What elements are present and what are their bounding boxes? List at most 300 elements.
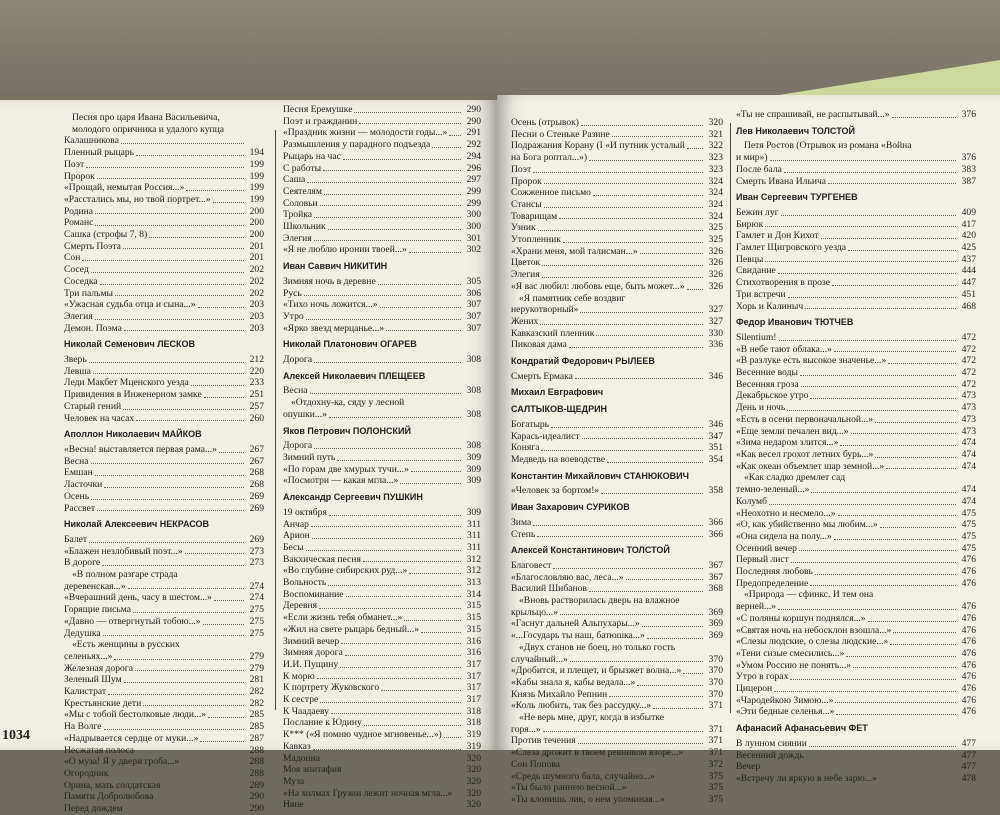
toc-entry	[283, 764, 481, 776]
toc-entry	[64, 444, 264, 456]
toc-entry	[736, 242, 976, 254]
dot-leader	[578, 743, 703, 744]
toc-entry-title: «Посмотри — какая мгла...»	[283, 475, 399, 487]
toc-entry-page: 309	[466, 506, 481, 518]
toc-entry	[736, 706, 976, 718]
dot-leader	[653, 708, 703, 709]
toc-entry	[64, 674, 264, 686]
dot-leader	[133, 612, 244, 613]
toc-entry-title: «Ужасная судьба отца и сына...»	[64, 299, 196, 311]
dot-leader	[779, 340, 956, 341]
dot-leader	[685, 755, 703, 756]
toc-entry	[64, 780, 264, 792]
toc-entry-page: 478	[961, 772, 976, 784]
toc-entry-title: Смерть Ермака	[511, 370, 573, 382]
dot-leader	[541, 450, 703, 451]
dot-leader	[589, 591, 703, 592]
toc-entry-title: Бирюк	[736, 218, 764, 230]
dot-leader	[667, 802, 703, 803]
toc-entry-page: 320	[466, 764, 481, 776]
toc-entry-title: Рассвет	[64, 502, 96, 514]
toc-entry-page: 370	[708, 665, 723, 677]
toc-entry-page: 279	[249, 662, 264, 674]
toc-entry-page: 318	[466, 705, 481, 717]
dot-leader	[91, 463, 244, 464]
dot-leader	[314, 217, 461, 218]
toc-entry-title: Карась-идеалист	[511, 430, 580, 442]
toc-entry	[283, 354, 481, 366]
toc-entry-title: Сашка (строфы 7, 8)	[64, 229, 148, 241]
dot-leader	[640, 253, 703, 254]
toc-entry	[511, 164, 723, 176]
dot-leader	[879, 781, 956, 782]
toc-entry	[736, 566, 976, 578]
toc-entry-title: На Волге	[64, 721, 102, 733]
toc-entry	[511, 304, 723, 316]
toc-entry	[283, 221, 481, 233]
dot-leader	[542, 277, 703, 278]
toc-entry-title: Сожженное письмо	[511, 187, 591, 199]
toc-column-1	[64, 112, 264, 815]
toc-entry-title: Дедушка	[64, 627, 101, 639]
toc-entry-title: «Как весел грохот летних бурь...»	[736, 448, 874, 460]
toc-entry-title: Подражания Корану (Ӏ «И путник усталый	[511, 140, 685, 152]
dot-leader	[93, 373, 244, 374]
toc-entry-title: Вакхическая песня	[283, 553, 361, 565]
toc-entry-title: «Вчерашний день, часу в шестом...»	[64, 592, 212, 604]
dot-leader	[136, 420, 244, 421]
toc-entry	[511, 735, 723, 747]
toc-entry-title: на Бога роптал...»)	[511, 152, 588, 164]
dot-leader	[809, 746, 956, 747]
toc-entry	[64, 147, 264, 159]
toc-entry-page: 269	[249, 490, 264, 502]
dot-leader	[198, 307, 245, 308]
toc-entry	[511, 176, 723, 188]
toc-entry-title: Тройка	[283, 209, 312, 221]
dot-leader	[805, 308, 956, 309]
toc-entry-title: Привидения в Инженерном замке	[64, 389, 202, 401]
toc-entry	[511, 454, 723, 466]
toc-entry	[736, 426, 976, 438]
toc-entry-title: Вечер	[736, 761, 761, 773]
toc-entry-page: 308	[466, 385, 481, 397]
toc-entry-title: «Я не люблю иронии твоей...»	[283, 244, 407, 256]
toc-entry-title: темно-зеленый...»	[736, 484, 810, 496]
dot-leader	[562, 767, 703, 768]
toc-entry-title: «Средь шумного бала, случайно...»	[511, 770, 655, 782]
toc-entry-page: 371	[708, 723, 723, 735]
dot-leader	[875, 457, 956, 458]
dot-leader	[543, 731, 703, 732]
dot-leader	[815, 574, 956, 575]
dot-leader	[123, 248, 244, 249]
toc-entry-line: «Отдохну-ка, сяду у лесной	[291, 397, 405, 409]
toc-entry	[64, 159, 264, 171]
toc-entry-title: «О, как убийственно мы любим...»	[736, 519, 878, 531]
toc-entry-page: 288	[249, 756, 264, 768]
toc-entry	[511, 140, 723, 152]
toc-entry-page: 300	[466, 221, 481, 233]
author-heading: Николай Семенович ЛЕСКОВ	[64, 339, 196, 350]
toc-entry-title: «На холмах Грузии лежит ночная мгла...»	[283, 787, 453, 799]
toc-entry-title: «В небе тают облака...»	[736, 343, 832, 355]
toc-entry-page: 301	[466, 232, 481, 244]
toc-entry	[283, 452, 481, 464]
toc-entry-title: «С поляны коршун поднялся...»	[736, 612, 866, 624]
toc-entry-page: 267	[249, 443, 264, 455]
dot-leader	[86, 167, 244, 168]
toc-entry-page: 417	[961, 218, 976, 230]
dot-leader	[553, 568, 703, 569]
dot-leader	[570, 661, 703, 662]
toc-entry-title: «...Государь ты наш, батюшка...»	[511, 630, 645, 642]
toc-entry-page: 199	[249, 182, 264, 194]
toc-entry-page: 273	[249, 557, 264, 569]
toc-entry-page: 307	[466, 310, 481, 322]
toc-entry-title: Саша	[283, 174, 306, 186]
toc-entry-page: 290	[249, 791, 264, 803]
toc-entry-page: 473	[961, 425, 976, 437]
toc-entry-page: 299	[466, 185, 481, 197]
toc-entry	[736, 164, 976, 176]
toc-entry-page: 346	[708, 418, 723, 430]
toc-entry	[511, 152, 723, 164]
dot-leader	[143, 705, 244, 706]
dot-leader	[626, 579, 703, 580]
toc-entry-title: Колумб	[736, 495, 768, 507]
toc-entry-title: «Ты было раннею весной...»	[511, 782, 627, 794]
toc-entry-page: 307	[466, 299, 481, 311]
author-heading: Николай Платонович ОГАРЕВ	[283, 339, 417, 350]
toc-entry	[511, 339, 723, 351]
toc-entry-line: «Двух станов не боец, но только гость	[519, 641, 676, 653]
toc-entry-title: Сон	[64, 252, 81, 264]
toc-entry	[283, 311, 481, 323]
author-heading: Лев Николаевич ТОЛСТОЙ	[736, 125, 855, 136]
toc-entry-title: Богатырь	[511, 418, 550, 430]
toc-entry-title: Первый лист	[736, 554, 789, 566]
dot-leader	[91, 272, 244, 273]
toc-entry-title: Несжатая полоса	[64, 744, 134, 756]
dot-leader	[778, 609, 956, 610]
dot-leader	[544, 183, 703, 184]
toc-entry-page: 472	[961, 367, 976, 379]
toc-entry-title: «Тихо ночь ложится...»	[283, 299, 378, 311]
toc-entry-page: 268	[249, 467, 264, 479]
toc-entry	[511, 485, 723, 497]
toc-entry	[64, 557, 264, 569]
toc-entry	[283, 741, 481, 753]
toc-entry-page: 320	[466, 752, 481, 764]
toc-entry-page: 290	[466, 115, 481, 127]
dot-leader	[400, 483, 461, 484]
toc-entry	[64, 546, 264, 558]
toc-entry-title: «Если жизнь тебя обманет...»	[283, 612, 403, 624]
toc-entry	[511, 328, 723, 340]
toc-entry-title: Старый гений	[64, 400, 122, 412]
dot-leader	[790, 679, 956, 680]
toc-entry-title: Три встречи	[736, 288, 786, 300]
toc-entry-page: 327	[708, 304, 723, 316]
toc-entry-title: Гамлет Щигровского уезда	[736, 242, 847, 254]
toc-entry-page: 315	[466, 612, 481, 624]
dot-leader	[100, 284, 244, 285]
toc-entry	[736, 109, 976, 121]
toc-entry	[283, 116, 481, 128]
toc-entry	[64, 229, 264, 241]
toc-entry	[511, 129, 723, 141]
toc-entry-title: И.И. Пущину	[283, 658, 339, 670]
column-divider	[275, 130, 276, 710]
toc-entry-title: Весенняя гроза	[736, 378, 799, 390]
toc-entry	[64, 182, 264, 194]
toc-entry-page: 468	[961, 300, 976, 312]
author-heading: Михаил Евграфович	[511, 387, 604, 398]
toc-entry-title: «Праздник жизни — молодости годы...»	[283, 127, 448, 139]
toc-entry	[736, 449, 976, 461]
toc-entry-page: 326	[708, 280, 723, 292]
dot-leader	[791, 562, 956, 563]
toc-entry-line: «В полном разгаре страда	[72, 569, 178, 581]
dot-leader	[91, 499, 244, 500]
toc-entry	[283, 198, 481, 210]
toc-entry	[736, 207, 976, 219]
toc-entry-page: 199	[249, 170, 264, 182]
toc-entry	[283, 151, 481, 163]
dot-leader	[213, 202, 244, 203]
toc-entry	[64, 651, 264, 663]
toc-entry-line: «Как сладко дремлет сад	[744, 472, 846, 484]
dot-leader	[306, 550, 461, 551]
toc-entry	[64, 206, 264, 218]
toc-entry-title: Леди Макбет Мценского уезда	[64, 377, 189, 389]
dot-leader	[162, 787, 244, 788]
dot-leader	[312, 538, 461, 539]
dot-leader	[560, 614, 703, 615]
toc-entry-title: Огородник	[64, 767, 109, 779]
toc-entry-page: 369	[708, 606, 723, 618]
toc-entry-title: Осень	[64, 490, 90, 502]
toc-entry-title: Родина	[64, 205, 94, 217]
toc-entry-page: 297	[466, 174, 481, 186]
toc-entry-page: 351	[708, 442, 723, 454]
toc-entry	[736, 695, 976, 707]
dot-leader	[95, 475, 244, 476]
dot-leader	[95, 319, 244, 320]
toc-entry	[511, 257, 723, 269]
toc-entry-title: Балет	[64, 533, 88, 545]
dot-leader	[114, 659, 244, 660]
dot-leader	[787, 410, 956, 411]
dot-leader	[311, 526, 461, 527]
toc-entry-page: 312	[466, 565, 481, 577]
dot-leader	[834, 351, 956, 352]
toc-entry-title: Предопределение	[736, 577, 809, 589]
toc-entry-title: Хорь и Калиныч	[736, 300, 804, 312]
toc-entry-page: 257	[249, 400, 264, 412]
toc-entry	[64, 756, 264, 768]
toc-entry	[64, 592, 264, 604]
toc-entry-title: Орина, мать солдатская	[64, 779, 161, 791]
author-heading: Алексей Константинович ТОЛСТОЙ	[511, 545, 670, 556]
toc-entry-title: Товарищам	[511, 210, 558, 222]
toc-entry-page: 451	[961, 288, 976, 300]
column-divider	[730, 123, 731, 713]
toc-entry	[64, 354, 264, 366]
dot-leader	[890, 644, 956, 645]
dot-leader	[449, 135, 461, 136]
dot-leader	[454, 795, 461, 796]
toc-entry-title: Рыцарь на час	[283, 150, 341, 162]
toc-entry	[283, 706, 481, 718]
toc-entry	[64, 479, 264, 491]
toc-entry-page: 203	[249, 310, 264, 322]
toc-entry-title: «Как океан объемлет шар земной...»	[736, 460, 885, 472]
toc-entry-page: 477	[961, 761, 976, 773]
toc-entry-page: 476	[961, 683, 976, 695]
author-heading: Александр Сергеевич ПУШКИН	[283, 492, 423, 503]
toc-entry-title: «Весна! выставляется первая рама...»	[64, 443, 217, 455]
toc-entry-page: 324	[708, 210, 723, 222]
toc-entry	[283, 671, 481, 683]
toc-entry	[511, 117, 723, 129]
dot-leader	[82, 260, 244, 261]
toc-entry-page: 251	[249, 389, 264, 401]
toc-entry-title: «Во глубине сибирских руд...»	[283, 565, 408, 577]
toc-entry	[64, 299, 264, 311]
toc-entry-title: «Чародейкою Зимою...»	[736, 694, 834, 706]
toc-entry-page: 324	[708, 175, 723, 187]
dot-leader	[836, 714, 956, 715]
toc-entry	[283, 565, 481, 577]
dot-leader	[647, 638, 703, 639]
toc-entry-title: Последняя любовь	[736, 566, 813, 578]
dot-leader	[124, 682, 244, 683]
toc-entry	[64, 503, 264, 515]
toc-entry-title: Утро в горах	[736, 671, 789, 683]
author-heading: Яков Петрович ПОЛОНСКИЙ	[283, 425, 411, 436]
dot-leader	[629, 790, 703, 791]
toc-entry-page: 474	[961, 484, 976, 496]
toc-entry-page: 366	[708, 516, 723, 528]
toc-entry-page: 308	[466, 440, 481, 452]
toc-entry-page: 302	[466, 244, 481, 256]
toc-entry-page: 273	[249, 545, 264, 557]
toc-entry	[283, 519, 481, 531]
dot-leader	[378, 284, 461, 285]
toc-entry-page: 201	[249, 252, 264, 264]
toc-entry	[283, 104, 481, 116]
toc-entry	[511, 700, 723, 712]
toc-entry-page: 325	[708, 234, 723, 246]
toc-entry-page: 309	[466, 475, 481, 487]
toc-entry-page: 194	[249, 147, 264, 159]
toc-entry-title: Поэт и гражданин	[283, 115, 358, 127]
toc-entry-page: 326	[708, 257, 723, 269]
toc-entry-title: 19 октября	[283, 506, 327, 518]
toc-entry	[283, 624, 481, 636]
toc-entry-line: «Я памятник себе воздвиг	[519, 292, 626, 304]
toc-entry-title: Утро	[283, 310, 304, 322]
toc-entry-title: «Храни меня, мой талисман...»	[511, 245, 638, 257]
toc-entry-line: Песня про царя Ивана Васильевича,	[72, 112, 220, 123]
toc-entry	[64, 581, 264, 593]
toc-entry	[64, 491, 264, 503]
toc-entry-title: День и ночь	[736, 402, 786, 414]
dot-leader	[155, 799, 244, 800]
dot-leader	[314, 240, 461, 241]
toc-entry	[736, 277, 976, 289]
toc-entry	[283, 385, 481, 397]
toc-entry	[64, 217, 264, 229]
toc-entry	[511, 689, 723, 701]
toc-entry-title: «Есть в осени первоначальной...»	[736, 413, 873, 425]
dot-leader	[888, 363, 956, 364]
toc-entry-title: «Жил на свете рыцарь бедный...»	[283, 623, 420, 635]
toc-entry	[736, 508, 976, 520]
toc-entry	[283, 288, 481, 300]
dot-leader	[769, 504, 956, 505]
dot-leader	[111, 776, 244, 777]
toc-entry	[64, 366, 264, 378]
dot-leader	[89, 362, 244, 363]
toc-entry	[511, 234, 723, 246]
toc-entry	[511, 747, 723, 759]
dot-leader	[97, 510, 244, 511]
dot-leader	[191, 385, 244, 386]
toc-entry-title: Степь	[511, 528, 536, 540]
toc-entry	[736, 738, 976, 750]
toc-entry	[511, 665, 723, 677]
toc-entry-page: 288	[249, 767, 264, 779]
toc-entry	[511, 419, 723, 431]
toc-entry	[64, 768, 264, 780]
dot-leader	[411, 471, 461, 472]
toc-entry-title: Перед дождем	[64, 803, 123, 815]
toc-entry	[511, 529, 723, 541]
toc-entry-page: 268	[249, 479, 264, 491]
toc-entry-title: Размышления у парадного подъезда	[283, 139, 431, 151]
toc-entry-page: 305	[466, 275, 481, 287]
toc-entry-page: 308	[466, 354, 481, 366]
toc-entry	[511, 316, 723, 328]
dot-leader	[304, 295, 461, 296]
toc-entry-page: 476	[961, 624, 976, 636]
toc-entry-page: 476	[961, 566, 976, 578]
dot-leader	[589, 160, 703, 161]
toc-entry	[511, 794, 723, 806]
dot-leader	[123, 409, 244, 410]
dot-leader	[432, 147, 461, 148]
toc-entry	[511, 759, 723, 771]
dot-leader	[204, 397, 244, 398]
toc-entry-title: Поэт	[64, 158, 85, 170]
toc-entry	[283, 233, 481, 245]
toc-entry-title: и мир»)	[736, 152, 768, 164]
dot-leader	[683, 673, 703, 674]
toc-entry	[64, 288, 264, 300]
toc-entry	[64, 663, 264, 675]
toc-entry	[736, 289, 976, 301]
dot-leader	[569, 347, 703, 348]
toc-entry-page: 269	[249, 502, 264, 514]
toc-entry-page: 316	[466, 635, 481, 647]
toc-entry-title: «Человек за бортом!»	[511, 485, 600, 497]
dot-leader	[128, 588, 245, 589]
toc-entry	[283, 163, 481, 175]
dot-leader	[828, 183, 956, 184]
